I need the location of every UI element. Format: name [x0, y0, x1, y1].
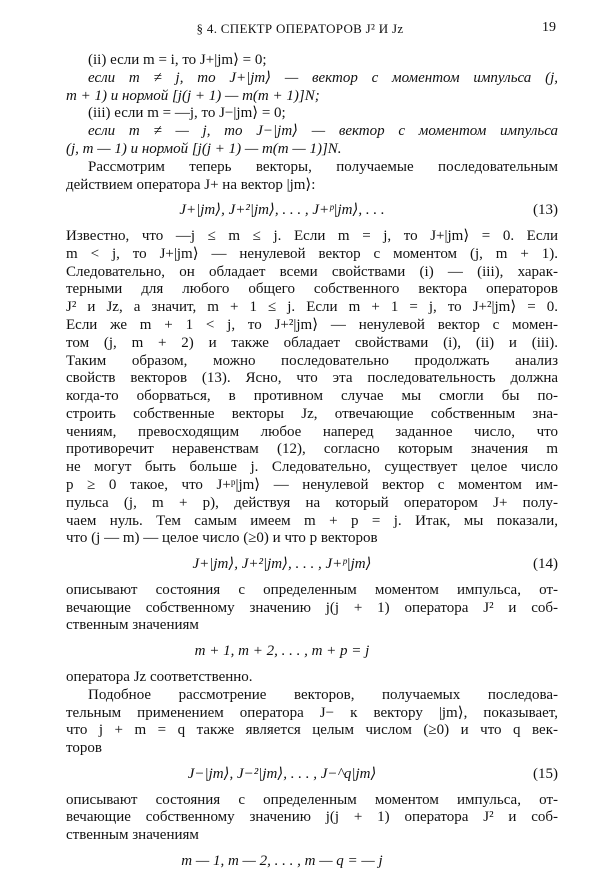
- section-title: § 4. СПЕКТР ОПЕРАТОРОВ J² И Jz: [196, 21, 404, 36]
- text-line: чениям, превосходящим любое наперед заданное число, что: [66, 423, 558, 440]
- text-line: противоречит неравенствам (12), согласно которым значения m: [66, 441, 558, 458]
- text-line: (j, m — 1) и нормой [j(j + 1) — m(m — 1)]N.: [66, 140, 342, 157]
- equation-expression: J+|jm⟩, J+²|jm⟩, . . . , J+ᵖ|jm⟩: [192, 556, 372, 573]
- text-line: что (j — m) — целое число (≥0) и что p векторов: [66, 530, 378, 547]
- text-line: Подобное рассмотрение векторов, получаемых последова-: [88, 686, 558, 703]
- text-line: что j + m = q также является целым числом (≥0) и что q век-: [66, 722, 558, 739]
- text-line: m + 1) и нормой [j(j + 1) — m(m + 1)]N;: [66, 87, 320, 104]
- equation-number: (14): [533, 556, 558, 573]
- text-line: тельным применением оператора J− к вектору |jm⟩, показывает,: [66, 704, 558, 721]
- text-line: ственным значениям: [66, 617, 199, 634]
- text-line: терными для любого общего собственного вектора операторов: [66, 281, 558, 298]
- text-line: том (j, m + 2) и также обладает свойствами (i), (ii) и (iii).: [66, 334, 558, 351]
- text-line: Таким образом, можно последовательно продолжать анализ: [66, 352, 558, 369]
- text-line: действием оператора J+ на вектор |jm⟩:: [66, 176, 316, 193]
- text-line: чаем нуль. Тем самым имеем m + p = j. Итак, мы показали,: [66, 512, 558, 529]
- equation-number: (13): [533, 202, 558, 219]
- text-line: J² и Jz, а значит, m + 1 ≤ j. Если m + 1 = j, то J+²|jm⟩ = 0.: [66, 299, 558, 316]
- equation-expression: J−|jm⟩, J−²|jm⟩, . . . , J−^q|jm⟩: [187, 765, 377, 782]
- text-line: не могут быть больше j. Следовательно, существует целое число: [66, 459, 558, 476]
- equation-number: (15): [533, 765, 558, 782]
- text-line: вечающие собственному значению j(j + 1) оператора J² и соб-: [66, 599, 558, 616]
- text-line: строить собственные векторы Jz, отвечающие собственным зна-: [66, 405, 558, 422]
- text-line: вечающие собственному значению j(j + 1) оператора J² и соб-: [66, 809, 558, 826]
- text-line: если m ≠ — j, то J−|jm⟩ — вектор с моментом импульса: [88, 123, 558, 140]
- text-line: пульса (j, m + p), действуя на который оператором J+ полу-: [66, 494, 558, 511]
- text-line: описывают состояния с определенным моментом импульса, от-: [66, 791, 558, 808]
- text-line: ственным значениям: [66, 827, 199, 844]
- text-line: описывают состояния с определенным моментом импульса, от-: [66, 581, 558, 598]
- text-line: (iii) если m = —j, то J−|jm⟩ = 0;: [88, 105, 286, 122]
- text-line: (ii) если m = i, то J+|jm⟩ = 0;: [88, 52, 267, 68]
- text-line: если m ≠ j, то J+|jm⟩ — вектор с моментом импульса (j,: [88, 69, 558, 86]
- text-line: торов: [66, 740, 102, 757]
- equation-expression: J+|jm⟩, J+²|jm⟩, . . . , J+ᵖ|jm⟩, . . .: [179, 202, 385, 219]
- text-line: Следовательно, он обладает всеми свойствами (i) — (iii), харак-: [66, 263, 558, 280]
- text-line: Рассмотрим теперь векторы, получаемые последовательным: [88, 158, 558, 175]
- running-header: [0, 18, 600, 40]
- page-number: 19: [542, 20, 556, 35]
- text-line: p ≥ 0 такое, что J+ᵖ|jm⟩ — ненулевой вектор с моментом им-: [66, 476, 558, 493]
- text-line: когда-то оборваться, в противном случае мы смогли бы по-: [66, 388, 558, 404]
- text-line: оператора Jz соответственно.: [66, 669, 253, 685]
- text-line: Известно, что —j ≤ m ≤ j. Если m = j, то J+|jm⟩ = 0. Если: [66, 228, 558, 244]
- text-line: Если же m + 1 < j, то J+²|jm⟩ — ненулевой вектор с момен-: [66, 316, 558, 333]
- text-line: m < j, то J+|jm⟩ — ненулевой вектор с моментом (j, m + 1).: [66, 245, 558, 262]
- equation-expression: m — 1, m — 2, . . . , m — q = — j: [181, 853, 383, 869]
- text-line: свойств векторов (13). Ясно, что эта последовательность должна: [66, 370, 558, 387]
- equation-expression: m + 1, m + 2, . . . , m + p = j: [194, 643, 370, 660]
